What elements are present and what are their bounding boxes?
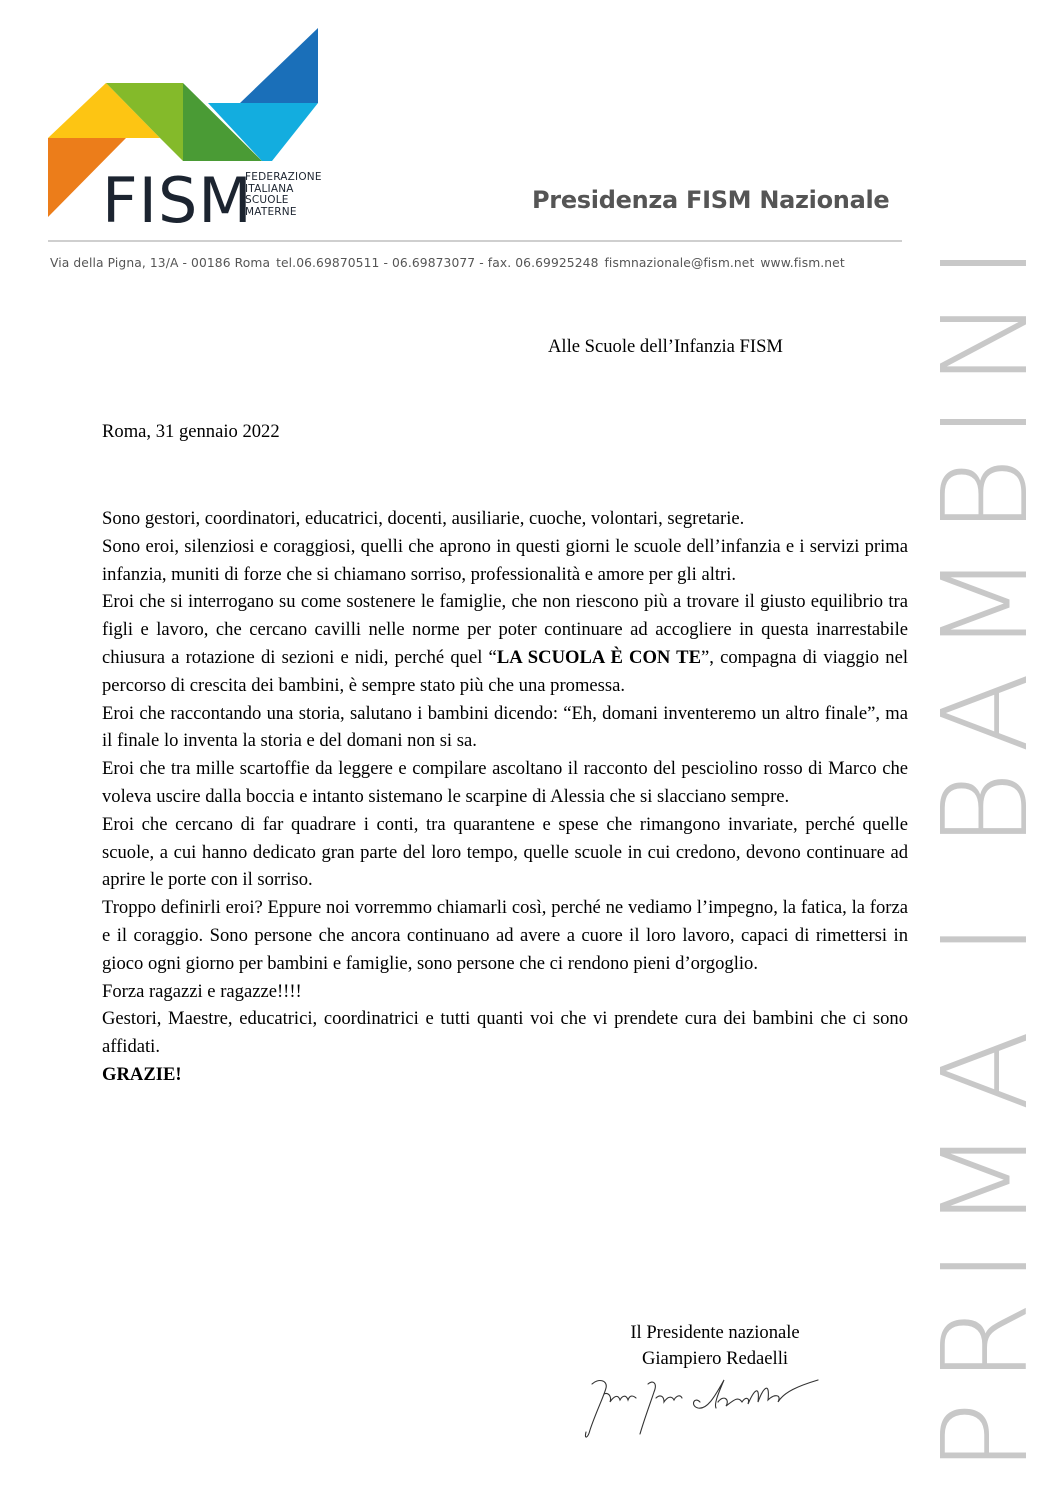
vertical-slogan-container — [916, 227, 1054, 1473]
handwritten-signature-icon — [578, 1372, 848, 1444]
contact-line — [50, 256, 851, 270]
signatory-name: Giampiero Redaelli — [641, 1348, 789, 1369]
logo-subtitle-line: ITALIANA — [245, 182, 294, 195]
logo-wordmark: FISM — [102, 164, 253, 237]
paragraph: Eroi che raccontando una storia, salutano i bambini dicendo: “Eh, domani inventeremo un altro finale”, ma il finale lo inventa la storia e del domani non si sa. — [102, 702, 908, 752]
paragraph-text: ”, compagna di viaggio nel percorso di crescita dei bambini, è sempre stato più che una promessa. — [102, 646, 908, 696]
logo-subtitle — [245, 172, 322, 218]
paragraph — [102, 588, 908, 699]
contact-website: www.fism.net — [760, 256, 845, 270]
contact-phones: tel.06.69870511 - 06.69873077 - fax. 06.69925248 — [276, 256, 599, 270]
letter-date: Roma, 31 gennaio 2022 — [102, 421, 280, 442]
contact-address: Via della Pigna, 13/A - 00186 Roma — [50, 256, 271, 270]
closing-thanks: GRAZIE! — [102, 1063, 182, 1085]
paragraph: Gestori, Maestre, educatrici, coordinatrici e tutti quanti voi che vi prendete cura dei bambini che ci sono affidati. — [102, 1008, 908, 1058]
signature-block — [590, 1320, 840, 1372]
vertical-slogan: PRIMA I BAMBINI — [916, 227, 1054, 1473]
slogan-bold: LA SCUOLA È CON TE — [496, 646, 701, 668]
logo-subtitle-line: SCUOLE — [245, 194, 289, 206]
header-divider — [48, 240, 902, 242]
paragraph-text: Eroi che si interrogano su come sostenere le famiglie, che non riescono più a trovare il giusto equilibrio tra figli e lavoro, che cercano cavilli nelle norme per poter continuare ad accogliere in questa inarrestabile chiusura a rotazione di sezioni e nidi, perché quel “ — [102, 591, 908, 668]
paragraph: Sono eroi, silenziosi e coraggiosi, quelli che aprono in questi giorni le scuole dell’infanzia e i servizi prima infanzia, muniti di forze che si chiamano sorriso, professionalità e amore per gli altri. — [102, 535, 908, 585]
paragraph: Eroi che cercano di far quadrare i conti, tra quarantene e spese che rimangono invariate, perché quelle scuole, a cui hanno dedicato gran parte del loro tempo, quelle scuole in cui credono, devono continuare ad aprire le porte con il sorriso. — [102, 813, 908, 891]
contact-email: fismnazionale@fism.net — [604, 256, 755, 270]
recipient: Alle Scuole dell’Infanzia FISM — [548, 336, 783, 357]
fism-logo — [40, 20, 340, 237]
logo-subtitle-line: MATERNE — [245, 205, 297, 218]
paragraph: Eroi che tra mille scartoffie da leggere e compilare ascoltano il racconto del pesciolino rosso di Marco che voleva uscire dalla boccia e intanto sistemano le scarpine di Alessia che si slacciano sempre. — [102, 758, 908, 807]
signatory-role: Il Presidente nazionale — [630, 1322, 800, 1343]
header-title: Presidenza FISM Nazionale — [532, 186, 890, 214]
paragraph: Sono gestori, coordinatori, educatrici, docenti, ausiliarie, cuoche, volontari, segretarie. — [102, 508, 745, 529]
paragraph: Troppo definirli eroi? Eppure noi vorremmo chiamarli così, perché ne vediamo l’impegno, la fatica, la forza e il coraggio. Sono persone che ancora continuano ad avere a cuore il loro lavoro, capaci di rimettersi in gioco ogni giorno per bambini e famiglie, sono persone che ci rendono pieni d’orgoglio. — [102, 897, 908, 974]
paragraph: Forza ragazzi e ragazze!!!! — [102, 980, 302, 1002]
letter-body — [102, 505, 908, 1089]
logo-subtitle-line: FEDERAZIONE — [245, 171, 322, 183]
